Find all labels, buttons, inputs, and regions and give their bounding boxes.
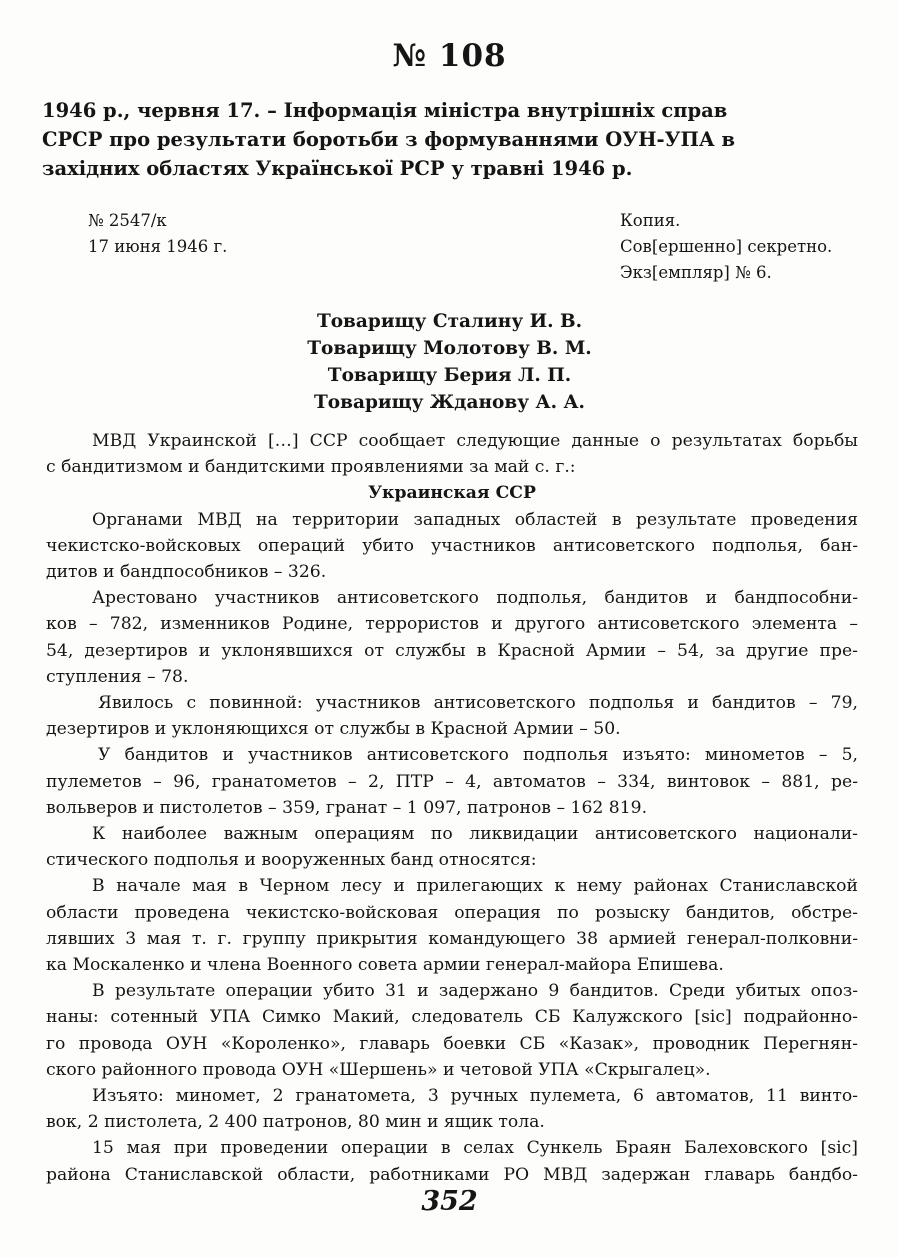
body-line: 15 мая при проведении операции в селах Сункель Браян Балеховского [sic] bbox=[92, 1138, 858, 1159]
body-line: дитов и бандпособников – 326. bbox=[46, 562, 327, 583]
page-number: 352 bbox=[421, 1186, 478, 1217]
body-line: МВД Украинской […] ССР сообщает следующие данные о результатах борьбы bbox=[92, 431, 858, 451]
heading-line: 1946 р., червня 17. – Інформація міністра внутрішніх справ bbox=[42, 99, 728, 122]
requisites-right bbox=[620, 208, 832, 286]
addressee: Товарищу Молотову В. М. bbox=[307, 338, 592, 359]
body-line: с бандитизмом и бандитскими проявлениями за май с. г.: bbox=[46, 457, 576, 478]
heading-line: західних областях Української РСР у травні 1946 р. bbox=[42, 157, 633, 180]
document-date: 17 июня 1946 г. bbox=[88, 237, 228, 256]
body-line: 54, дезертиров и уклонявшихся от службы в Красной Армии – 54, за другие пре- bbox=[46, 640, 858, 661]
body-line: области проведена чекистско-войсковая операция по розыску бандитов, обстре- bbox=[46, 902, 858, 923]
body-line: района Станиславской области, работниками РО МВД задержан главарь бандбо- bbox=[46, 1164, 858, 1185]
body-line: Арестовано участников антисоветского подполья, бандитов и бандпособни- bbox=[92, 588, 858, 609]
body-line: ков – 782, изменников Родине, террористов и другого антисоветского элемента – bbox=[46, 614, 858, 635]
body-line: ка Москаленко и члена Военного совета армии генерал-майора Епишева. bbox=[46, 955, 724, 976]
body-line: стического подполья и вооруженных банд относятся: bbox=[46, 850, 537, 871]
copy-mark: Копия. bbox=[620, 211, 681, 230]
exemplar-mark: Экз[емпляр] № 6. bbox=[620, 263, 772, 282]
addressee: Товарищу Жданову А. А. bbox=[314, 392, 585, 413]
document-number: № 108 bbox=[392, 38, 507, 74]
body-line: Явилось с повинной: участников антисоветского подполья и бандитов – 79, bbox=[98, 693, 858, 714]
addressee-block bbox=[0, 308, 899, 416]
body-line: К наиболее важным операциям по ликвидации антисоветского национали- bbox=[92, 824, 858, 845]
body-line: дезертиров и уклоняющихся от службы в Красной Армии – 50. bbox=[46, 719, 621, 740]
body-line: ступления – 78. bbox=[46, 666, 189, 687]
heading-line: СРСР про результати боротьби з формуваннями ОУН-УПА в bbox=[42, 128, 736, 151]
body-line: чекистско-войсковых операций убито участников антисоветского подполья, бан- bbox=[46, 535, 858, 556]
body-line: пулеметов – 96, гранатометов – 2, ПТР – 4, автоматов – 334, винтовок – 881, ре- bbox=[46, 771, 858, 792]
body-line: В начале мая в Черном лесу и прилегающих к нему районах Станиславской bbox=[92, 876, 858, 897]
body-line: лявших 3 мая т. г. группу прикрытия командующего 38 армией генерал-полковни- bbox=[46, 928, 858, 949]
section-title: Украинская ССР bbox=[368, 483, 536, 504]
document-body bbox=[46, 428, 858, 1188]
body-line: ского районного провода ОУН «Шершень» и четовой УПА «Скрыгалец». bbox=[46, 1059, 711, 1080]
addressee: Товарищу Берия Л. П. bbox=[327, 365, 572, 386]
body-line: вок, 2 пистолета, 2 400 патронов, 80 мин и ящик тола. bbox=[46, 1112, 545, 1133]
body-line: вольверов и пистолетов – 359, гранат – 1 097, патронов – 162 819. bbox=[46, 797, 648, 818]
body-line: В результате операции убито 31 и задержано 9 бандитов. Среди убитых опоз- bbox=[92, 981, 858, 1002]
body-line: го провода ОУН «Короленко», главарь боевки СБ «Казак», проводник Перегнян- bbox=[46, 1033, 858, 1054]
document-heading bbox=[42, 96, 860, 183]
registration-number: № 2547/к bbox=[88, 211, 167, 230]
addressee: Товарищу Сталину И. В. bbox=[316, 311, 583, 332]
body-line: Изъято: миномет, 2 гранатомета, 3 ручных пулемета, 6 автоматов, 11 винто- bbox=[92, 1086, 858, 1107]
secrecy-mark: Сов[ершенно] секретно. bbox=[620, 237, 833, 256]
body-line: наны: сотенный УПА Симко Макий, следователь СБ Калужского [sic] подрайонно- bbox=[46, 1007, 858, 1028]
body-line: У бандитов и участников антисоветского подполья изъято: минометов – 5, bbox=[98, 745, 858, 766]
body-line: Органами МВД на территории западных областей в результате проведения bbox=[92, 509, 858, 530]
requisites-left bbox=[88, 208, 227, 260]
